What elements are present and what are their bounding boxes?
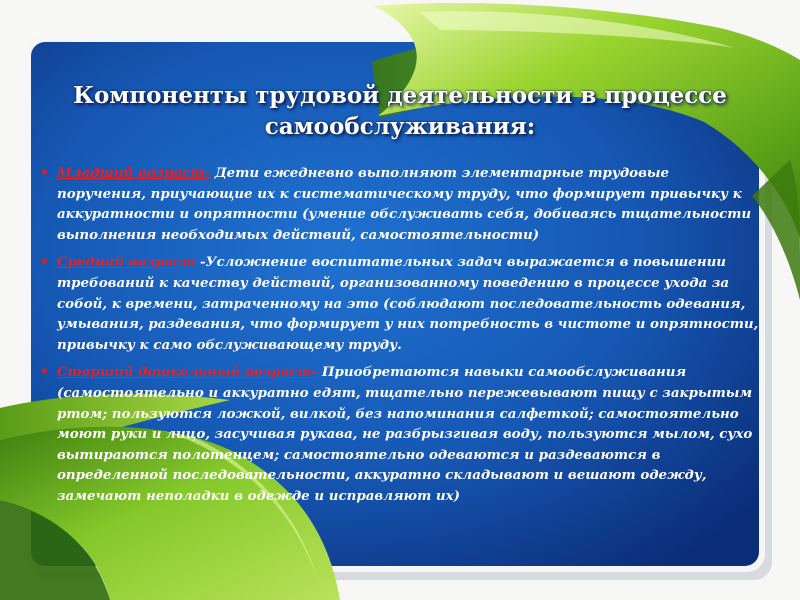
slide-title: Компоненты трудовой деятельности в процессе самообслуживания:: [73, 82, 727, 140]
item-text: Приобретаются навыки самообслуживания (самостоятельно и аккуратно едят, тщательно пережевывают пищу с закрытым ртом; пользуются ложкой, вилкой, без напоминания салфеткой; самостоятельно моют руки и лицо, засучивая рукава, не разбрызгивая воду, пользуются мылом, сухо вытираются полотенцем; самостоятельно одеваются и раздеваются в определенной последовательности, аккуратно складывают и вешают одежду, замечают неполадки в одежде и исправляют их): [57, 364, 753, 504]
item-label: Средний возраст: [57, 254, 196, 271]
list-item-senior-age: [40, 362, 760, 506]
list-item-junior-age: [40, 163, 760, 245]
item-text: Дети ежедневно выполняют элементарные трудовые поручения, приучающие их к систематическому труду, что формирует привычку к аккуратности и опрятности (умение обслуживать себя, добиваясь тщательности выполнения необходимых действий, самостоятельности): [57, 165, 752, 243]
item-label: Старший дошкольный возраст-: [57, 364, 318, 381]
list-item-middle-age: [40, 252, 760, 355]
bullet-icon: •: [40, 165, 49, 181]
bullet-icon: •: [40, 364, 49, 381]
bullet-icon: •: [40, 254, 49, 271]
content-list: [40, 163, 760, 514]
item-text: -Усложнение воспитательных задач выражается в повышении требований к качеству действий, организованному поведению в процессе ухода за собой, к времени, затраченному на это (соблюдают последовательность одевания, умывания, раздевания, что формирует у них потребность в чистоте и опрятности, привычку к само обслуживающему труду.: [57, 254, 759, 353]
item-label: Младший возраст-: [57, 165, 211, 181]
